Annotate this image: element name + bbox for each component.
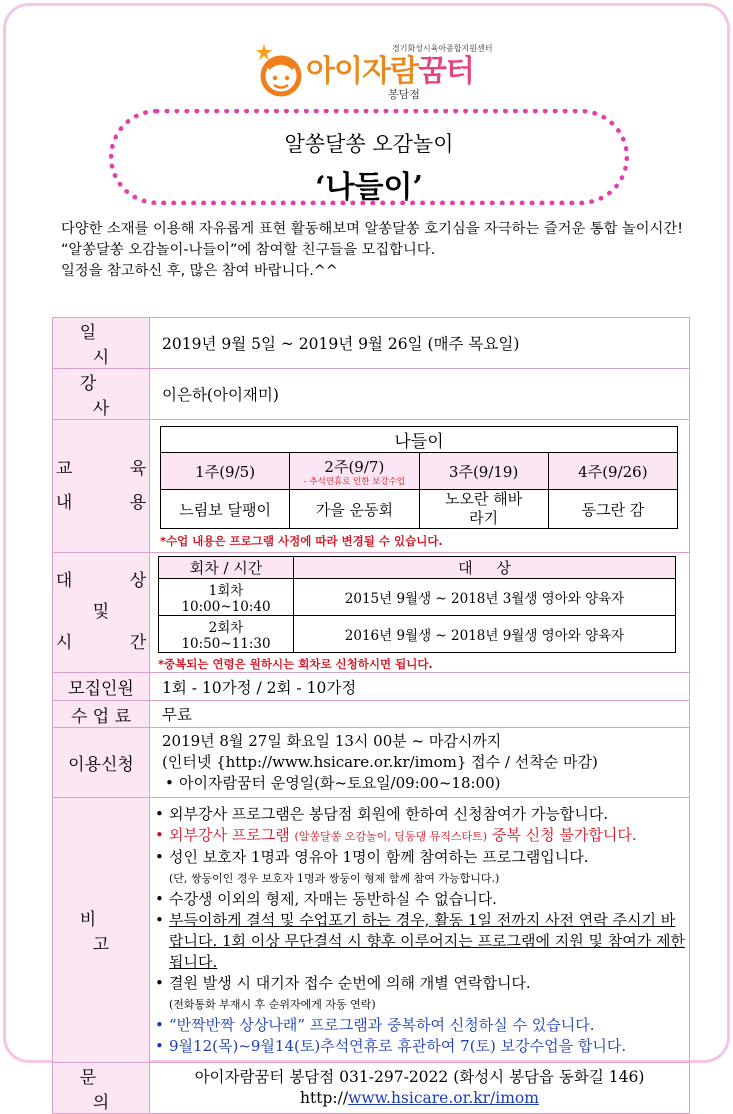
session-1-target: 2015년 9월생 ~ 2018년 3월생 영아와 양육자 bbox=[294, 579, 676, 616]
logo-child-face-icon bbox=[254, 42, 304, 98]
activity-4: 동그란 감 bbox=[548, 490, 677, 529]
session-2-target: 2016년 9월생 ~ 2018년 9월생 영아와 양육자 bbox=[294, 616, 676, 653]
week-2-note: - 추석연휴로 인한 보강수업 bbox=[303, 476, 406, 487]
label-instructor: 강 사 bbox=[53, 369, 150, 420]
logo-name bbox=[306, 46, 474, 90]
row-date bbox=[53, 318, 690, 369]
row-apply bbox=[53, 728, 690, 798]
intro bbox=[61, 219, 691, 282]
label-apply: 이용신청 bbox=[53, 728, 150, 798]
row-target bbox=[53, 553, 690, 673]
contact-url: http://www.hsicare.or.kr/imom bbox=[300, 1089, 539, 1107]
row-remarks bbox=[53, 798, 690, 1063]
session-2-time: 2회차 10:50~11:30 bbox=[159, 616, 294, 653]
week-3: 3주(9/19) bbox=[419, 453, 548, 490]
value-fee: 무료 bbox=[150, 701, 690, 728]
target-table bbox=[158, 556, 676, 653]
apply-cell bbox=[150, 728, 690, 798]
title-line1: 알쏭달쏭 오감놀이 bbox=[284, 132, 454, 156]
row-fee bbox=[53, 701, 690, 728]
target-cell bbox=[150, 553, 690, 673]
label-date: 일 시 bbox=[53, 318, 150, 369]
remark-4: • 수강생 이외의 형제, 자매는 동반하실 수 없습니다. bbox=[152, 889, 685, 910]
apply-line1: 2019년 8월 27일 화요일 13시 00분 ~ 마감시까지 bbox=[162, 732, 502, 750]
remark-5: • 부득이하게 결석 및 수업포기 하는 경우, 활동 1일 전까지 사전 연락 주시기 바랍니다. 1회 이상 무단결석 시 향후 이루어지는 프로그램에 지원 및 참여가 제한됩니다. bbox=[152, 910, 685, 973]
label-target: 대 상 및 시 간 bbox=[53, 553, 150, 673]
education-cell bbox=[150, 420, 690, 553]
label-fee: 수 업 료 bbox=[53, 701, 150, 728]
target-col-session: 회차 / 시간 bbox=[159, 557, 294, 579]
contact-cell bbox=[150, 1063, 690, 1114]
intro-line: “알쏭달쏭 오감놀이-나들이”에 참여할 친구들을 모집합니다. bbox=[61, 242, 436, 258]
contact-link[interactable]: www.hsicare.or.kr/imom bbox=[348, 1089, 539, 1107]
intro-line: 다양한 소재를 이용해 자유롭게 표현 활동해보며 알쏭달쏭 호기심을 자극하는 즐거운 통합 놀이시간! bbox=[61, 221, 683, 237]
logo-branch: 봉담점 bbox=[388, 88, 420, 101]
label-remarks: 비 고 bbox=[53, 798, 150, 1063]
logo-name-part2: 꿈터 bbox=[417, 54, 474, 89]
logo-name-part1: 아이자람 bbox=[306, 54, 418, 89]
title-line2: ‘나들이’ bbox=[315, 170, 423, 205]
week-4: 4주(9/26) bbox=[548, 453, 677, 490]
remark-7: • “반짝반짝 상상나래” 프로그램과 중복하여 신청하실 수 있습니다. bbox=[152, 1015, 685, 1036]
value-date: 2019년 9월 5일 ~ 2019년 9월 26일 (매주 목요일) bbox=[150, 318, 690, 369]
label-capacity: 모집인원 bbox=[53, 673, 150, 701]
activity-3: 노오란 해바라기 bbox=[419, 490, 548, 529]
row-contact bbox=[53, 1063, 690, 1114]
label-education: 교 육 내 용 bbox=[53, 420, 150, 553]
session-1-time: 1회차 10:00~10:40 bbox=[159, 579, 294, 616]
info-table bbox=[52, 317, 690, 1114]
activity-2: 가을 운동회 bbox=[290, 490, 419, 529]
logo bbox=[254, 40, 514, 106]
remark-1: • 외부강사 프로그램은 봉담점 회원에 한하여 신청참여가 가능합니다. bbox=[152, 804, 685, 825]
row-instructor bbox=[53, 369, 690, 420]
week-1: 1주(9/5) bbox=[161, 453, 290, 490]
apply-line3: • 아이자람꿈터 운영일(화~토요일/09:00~18:00) bbox=[162, 773, 689, 794]
remark-2: • 외부강사 프로그램 (알쏭달쏭 오감놀이, 딩동댕 뮤직스타트) 중복 신청 불가합니다. bbox=[152, 825, 685, 847]
page bbox=[3, 3, 730, 1113]
contact-line1: 아이자람꿈터 봉담점 031-297-2022 (화성시 봉담읍 동화길 146) bbox=[194, 1068, 645, 1086]
title-box bbox=[109, 109, 629, 205]
logo-org: 경기화성시육아종합지원센터 bbox=[392, 44, 493, 53]
row-capacity bbox=[53, 673, 690, 701]
education-header: 나들이 bbox=[161, 427, 678, 453]
target-col-target: 대 상 bbox=[294, 557, 676, 579]
remark-3: • 성인 보호자 1명과 영유아 1명이 함께 참여하는 프로그램입니다. bbox=[152, 847, 685, 868]
remark-3-sub: (단, 쌍둥이인 경우 보호자 1명과 쌍둥이 형제 함께 참여 가능합니다.) bbox=[169, 871, 500, 885]
apply-line2: (인터넷 {http://www.hsicare.or.kr/imom} 접수 / 선착순 마감) bbox=[162, 753, 598, 771]
target-note: *중복되는 연령은 원하시는 회차로 신청하시면 됩니다. bbox=[158, 657, 433, 671]
remarks-cell bbox=[150, 798, 690, 1063]
row-education bbox=[53, 420, 690, 553]
label-contact: 문 의 bbox=[53, 1063, 150, 1114]
intro-line: 일정을 참고하신 후, 많은 참여 바랍니다.^^ bbox=[61, 263, 338, 279]
week-2: 2주(9/7) - 추석연휴로 인한 보강수업 bbox=[290, 453, 419, 490]
value-capacity: 1회 - 10가정 / 2회 - 10가정 bbox=[150, 673, 690, 701]
remark-6-sub: (전화통화 부재시 후 순위자에게 자동 연락) bbox=[169, 997, 376, 1011]
education-table bbox=[160, 426, 678, 529]
remark-8: • 9월12(목)~9월14(토)추석연휴로 휴관하여 7(토) 보강수업을 합니다. bbox=[152, 1036, 685, 1057]
activity-1: 느림보 달팽이 bbox=[161, 490, 290, 529]
value-instructor: 이은하(아이재미) bbox=[150, 369, 690, 420]
education-note: *수업 내용은 프로그램 사정에 따라 변경될 수 있습니다. bbox=[160, 534, 443, 548]
remark-6: • 결원 발생 시 대기자 접수 순번에 의해 개별 연락합니다. bbox=[152, 973, 685, 994]
